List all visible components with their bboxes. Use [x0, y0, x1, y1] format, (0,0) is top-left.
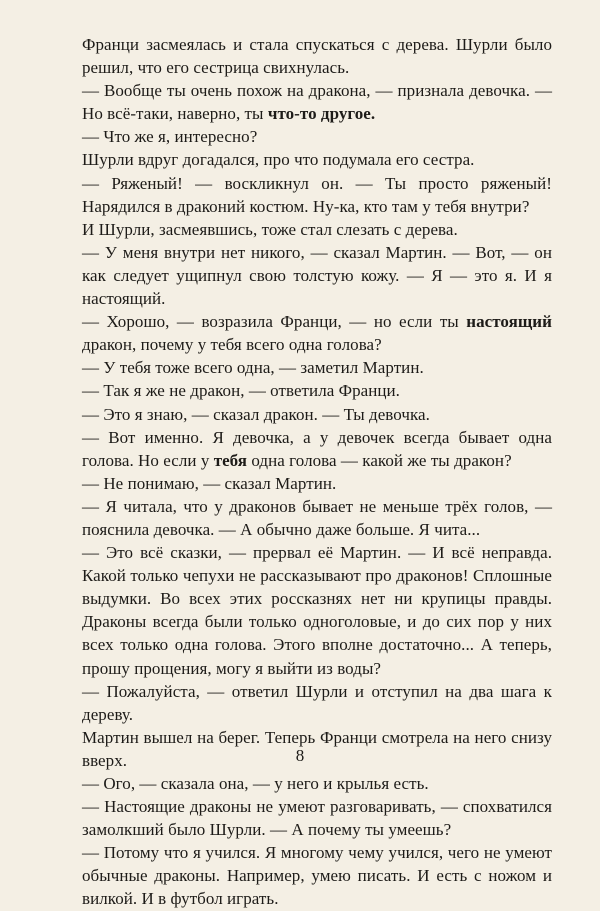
- text-run: — У меня внутри нет никого, — сказал Мартин. — Вот, — он как следует ущипнул свою толстую кожу. — Я — это я. И я настоящий.: [82, 242, 552, 309]
- paragraph: [82, 841, 552, 910]
- paragraph: [82, 403, 552, 426]
- text-run: — Вообще ты очень похож на дракона, — признала девочка. — Но всё-таки, наверно, ты: [82, 81, 552, 124]
- text-run: Мартин вышел на берег. Теперь Франци смотрела на него снизу вверх.: [82, 727, 552, 770]
- text-run: — Хорошо, — возразила Франци, — но если ты: [82, 312, 467, 332]
- text-run: — Это я знаю, — сказал дракон. — Ты девочка.: [82, 404, 430, 424]
- text-run: — Пожалуйста, — ответил Шурли и отступил на два шага к дереву.: [82, 681, 552, 724]
- text-run: — Что же я, интересно?: [82, 127, 258, 147]
- paragraph: [82, 218, 552, 241]
- paragraph: [82, 241, 552, 310]
- paragraph: [82, 772, 552, 795]
- text-run: — Ого, — сказала она, — у него и крылья есть.: [82, 774, 429, 793]
- bold-text: тебя: [213, 450, 248, 470]
- text-run: — Это всё сказки, — прервал её Мартин. — И всё неправда. Какой только чепухи не рассказывают про драконов! Сплошные выдумки. Во всех этих россказнях нет ни крупицы правды. Драконы всегда были только одноголовые, и до сих пор у них всех только одна голова. Этого вполне достаточно... А теперь, прошу прощения, могу я выйти из воды?: [82, 543, 552, 678]
- text-run: — Вот именно. Я девочка, а у девочек всегда бывает одна голова. Но если у: [82, 427, 552, 470]
- text-run: — Я читала, что у драконов бывает не меньше трёх голов, — пояснила девочка. — А обычно даже больше. Я чита...: [82, 496, 552, 539]
- paragraph: [82, 426, 552, 472]
- text-run: — Потому что я учился. Я многому чему учился, чего не умеют обычные драконы. Например, умею писать. И есть с ножом и вилкой. И в футбол играть.: [82, 843, 552, 909]
- text-run: И Шурли, засмеявшись, тоже стал слезать с дерева.: [82, 219, 458, 239]
- text-run: Шурли вдруг догадался, про что подумала его сестра.: [82, 150, 475, 170]
- text-run: дракон, почему у тебя всего одна голова?: [82, 335, 382, 355]
- page-text: [82, 33, 552, 911]
- bold-text: настоящий: [466, 312, 552, 332]
- paragraph: [82, 148, 552, 171]
- paragraph: [82, 541, 552, 680]
- paragraph: [82, 172, 552, 218]
- bold-text: что-то другое.: [267, 104, 376, 124]
- paragraph: [82, 795, 552, 841]
- text-run: Франци засмеялась и стала спускаться с дерева. Шурли было решил, что его сестрица свихнулась.: [82, 35, 552, 78]
- text-run: — Не понимаю, — сказал Мартин.: [82, 473, 337, 493]
- text-run: — Настоящие драконы не умеют разговаривать, — спохватился замолкший было Шурли. — А почему ты умеешь?: [82, 797, 552, 840]
- paragraph: [82, 472, 552, 495]
- paragraph: [82, 495, 552, 541]
- text-run: одна голова — какой же ты дракон?: [247, 450, 512, 470]
- page-number: 8: [295, 746, 305, 765]
- paragraph: [82, 79, 552, 125]
- text-run: — У тебя тоже всего одна, — заметил Мартин.: [82, 358, 424, 378]
- paragraph: [82, 680, 552, 726]
- text-run: — Ряженый! — воскликнул он. — Ты просто ряженый! Нарядился в драконий костюм. Ну-ка, кто там у тебя внутри?: [82, 173, 552, 216]
- paragraph: [82, 33, 552, 79]
- paragraph: [82, 125, 552, 148]
- paragraph: [82, 310, 552, 356]
- text-run: — Так я же не дракон, — ответила Франци.: [82, 381, 400, 401]
- paragraph: [82, 356, 552, 379]
- paragraph: [82, 379, 552, 402]
